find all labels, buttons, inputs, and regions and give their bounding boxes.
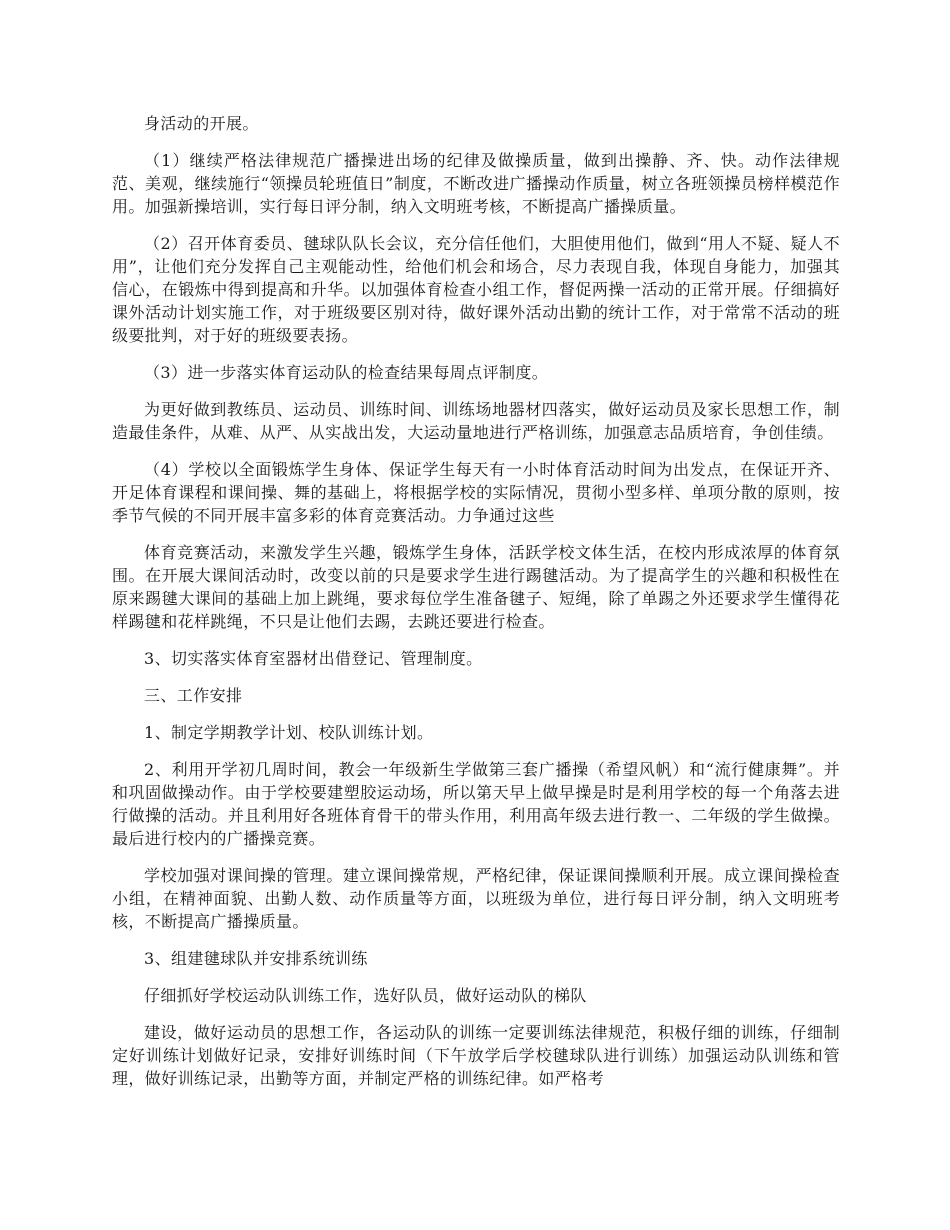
paragraph-11: 2、利用开学初几周时间，教会一年级新生学做第三套广播操（希望风帆）和“流行健康舞”。并和巩固做操动作。由于学校要建塑胶运动场，所以第天早上做早操是时是利用学校的每一个角落去进行做操的活动。并且利用好各班体育骨干的带头作用，利用高年级去进行教一、二年级的学生做操。最后进行校内的广播操竞赛。 — [112, 760, 840, 848]
paragraph-15: 建设，做好运动员的思想工作，各运动队的训练一定要训练法律规范，积极仔细的训练，仔细制定好训练计划做好记录，安排好训练时间（下午放学后学校毽球队进行训练）加强运动队训练和管理，做好训练记录，出勤等方面，并制定严格的训练纪律。如严格考 — [112, 1023, 840, 1088]
paragraph-7: 体育竞赛活动，来激发学生兴趣，锻炼学生身体，活跃学校文体生活，在校内形成浓厚的体育氛围。在开展大课间活动时，改变以前的只是要求学生进行踢毽活动。为了提高学生的兴趣和积极性在原来踢毽大课间的基础上加上跳绳，要求每位学生准备毽子、短绳，除了单踢之外还要求学生懂得花样踢毽和花样跳绳，不只是让他们去踢，去跳还要进行检查。 — [112, 543, 840, 631]
paragraph-12: 学校加强对课间操的管理。建立课间操常规，严格纪律，保证课间操顺利开展。成立课间操检查小组，在精神面貌、出勤人数、动作质量等方面，以班级为单位，进行每日评分制，纳入文明班考核，不断提高广播操质量。 — [112, 866, 840, 931]
paragraph-10: 1、制定学期教学计划、校队训练计划。 — [144, 723, 434, 742]
paragraph-13: 3、组建毽球队并安排系统训练 — [144, 949, 368, 968]
paragraph-14: 仔细抓好学校运动队训练工作，选好队员，做好运动队的梯队 — [144, 986, 587, 1005]
paragraph-2: （1）继续严格法律规范广播操进出场的纪律及做操质量，做到出操静、齐、快。动作法律规范、美观，继续施行“领操员轮班值日”制度，不断改进广播操动作质量，树立各班领操员榜样模范作用。加强新操培训，实行每日评分制，纳入文明班考核，不断提高广播操质量。 — [112, 151, 840, 216]
paragraph-4: （3）进一步落实体育运动队的检查结果每周点评制度。 — [144, 363, 549, 382]
section-heading: 三、工作安排 — [144, 686, 243, 705]
paragraph-6: （4）学校以全面锻炼学生身体、保证学生每天有一小时体育活动时间为出发点，在保证开齐、开足体育课程和课间操、舞的基础上，将根据学校的实际情况，贯彻小型多样、单项分散的原则，按季节气候的不同开展丰富多彩的体育竞赛活动。力争通过这些 — [112, 460, 840, 525]
paragraph-3: （2）召开体育委员、毽球队队长会议，充分信任他们，大胆使用他们，做到“用人不疑、疑人不用”，让他们充分发挥自己主观能动性，给他们机会和场合，尽力表现自我，体现自身能力，加强其信心，在锻炼中得到提高和升华。以加强体育检查小组工作，督促两操一活动的正常开展。仔细搞好课外活动计划实施工作，对于班级要区别对待，做好课外活动出勤的统计工作，对于常常不活动的班级要批判，对于好的班级要表扬。 — [112, 234, 840, 345]
paragraph-8: 3、切实落实体育室器材出借登记、管理制度。 — [144, 649, 483, 668]
paragraph-1: 身活动的开展。 — [144, 114, 259, 133]
paragraph-5: 为更好做到教练员、运动员、训练时间、训练场地器材四落实，做好运动员及家长思想工作，制造最佳条件，从难、从严、从实战出发，大运动量地进行严格训练，加强意志品质培育，争创佳绩。 — [112, 400, 840, 442]
